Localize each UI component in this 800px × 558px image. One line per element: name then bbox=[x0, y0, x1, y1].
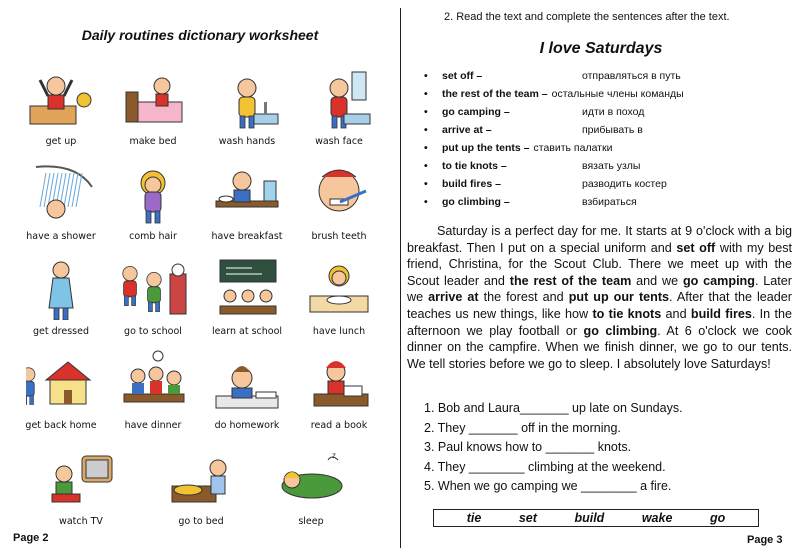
routine-card bbox=[18, 161, 104, 249]
vocab-translation: остальные члены команды bbox=[551, 88, 684, 100]
vocab-translation: разводить костер bbox=[582, 178, 667, 190]
worksheet-title: Daily routines dictionary worksheet bbox=[81, 27, 319, 43]
word-box-word: go bbox=[709, 511, 726, 525]
exercise-sentence: 5. When we go camping we ________ a fire. bbox=[424, 479, 672, 493]
routine-caption: watch TV bbox=[59, 516, 103, 527]
vocab-term: set off – bbox=[442, 70, 483, 82]
routine-card bbox=[110, 161, 196, 249]
exercise-sentence: 3. Paul knows how to _______ knots. bbox=[424, 440, 632, 454]
routine-caption: go to school bbox=[124, 326, 182, 337]
bullet-icon: • bbox=[424, 196, 428, 208]
story-key-phrase: arrive at bbox=[428, 290, 479, 305]
vocab-item bbox=[422, 106, 792, 124]
story-key-phrase: go camping bbox=[682, 273, 755, 288]
vocabulary-list bbox=[422, 70, 792, 214]
routine-card bbox=[204, 161, 290, 249]
routine-card bbox=[110, 66, 196, 154]
vocab-item bbox=[422, 70, 792, 88]
routine-card bbox=[296, 161, 382, 249]
reading-icon bbox=[304, 350, 374, 414]
routine-card bbox=[18, 256, 104, 344]
vocab-term: build fires – bbox=[442, 178, 501, 190]
story-segment: Saturday is a perfect day for me. It starts at 9 o'clock with a big breakfast. Then I put on a special uniform and bbox=[407, 224, 792, 255]
routine-caption: have breakfast bbox=[211, 231, 283, 242]
word-box-word: tie bbox=[466, 511, 482, 525]
vocab-term: arrive at – bbox=[442, 124, 492, 136]
story-segment: the forest and bbox=[478, 290, 569, 305]
dinner-table-icon bbox=[118, 350, 188, 414]
vocab-item bbox=[422, 178, 792, 196]
routine-caption: make bed bbox=[129, 136, 177, 147]
vocab-translation: идти в поход bbox=[582, 106, 645, 118]
bullet-icon: • bbox=[424, 124, 428, 136]
exercise-list bbox=[424, 401, 784, 499]
waking-stretch-icon bbox=[26, 66, 96, 130]
vocab-term: put up the tents – bbox=[442, 142, 530, 154]
routine-caption: wash hands bbox=[218, 136, 276, 147]
story-segment: . After that the leader teaches us new things, like how bbox=[407, 290, 792, 321]
story-title: I love Saturdays bbox=[539, 40, 663, 57]
routine-caption: learn at school bbox=[211, 326, 283, 337]
routine-caption: get dressed bbox=[33, 326, 89, 337]
bullet-icon: • bbox=[424, 106, 428, 118]
vocab-item bbox=[422, 88, 792, 106]
vocab-translation: вязать узлы bbox=[582, 160, 641, 172]
task-instruction: 2. Read the text and complete the sentences after the text. bbox=[444, 11, 730, 23]
breakfast-icon bbox=[212, 161, 282, 225]
going-to-bed-icon bbox=[166, 446, 236, 510]
classroom-icon bbox=[212, 256, 282, 320]
routine-card bbox=[296, 256, 382, 344]
vocab-term: go climbing – bbox=[442, 196, 510, 208]
routine-card bbox=[268, 446, 354, 534]
vocab-translation: отправляться в путь bbox=[582, 70, 681, 82]
routine-caption: have a shower bbox=[26, 231, 96, 242]
school-icon bbox=[118, 256, 188, 320]
svg-text:z: z bbox=[332, 451, 336, 460]
routine-card bbox=[110, 350, 196, 438]
routine-card bbox=[296, 350, 382, 438]
bullet-icon: • bbox=[424, 160, 428, 172]
routine-caption: have dinner bbox=[124, 420, 182, 431]
word-box-word: set bbox=[518, 511, 537, 525]
exercise-sentence: 4. They ________ climbing at the weekend. bbox=[424, 459, 666, 474]
vocab-translation: взбираться bbox=[582, 196, 637, 208]
vocab-item bbox=[422, 124, 792, 142]
vocab-translation: ставить палатки bbox=[533, 142, 613, 154]
house-icon bbox=[26, 350, 96, 414]
routine-caption: read a book bbox=[310, 420, 368, 431]
vocab-item bbox=[422, 160, 792, 178]
routine-card bbox=[296, 66, 382, 154]
story-key-phrase: set off bbox=[676, 240, 716, 255]
wash-face-icon bbox=[304, 66, 374, 130]
story-text bbox=[407, 223, 792, 372]
story-segment: and we bbox=[631, 273, 683, 288]
word-box bbox=[433, 509, 759, 527]
word-box-word: wake bbox=[641, 511, 673, 525]
lunch-icon bbox=[304, 256, 374, 320]
story-key-phrase: build fires bbox=[690, 306, 752, 321]
routine-caption: wash face bbox=[315, 136, 363, 147]
story-key-phrase: go climbing bbox=[583, 323, 658, 338]
story-key-phrase: put up our tents bbox=[568, 290, 670, 305]
story-segment: . At 6 o'clock we cook dinner on the campfire. When we finish dinner, we go to our tents. We tell stories before we go to sleep. I absolutely love Saturdays! bbox=[407, 323, 792, 371]
story-key-phrase: the rest of the team bbox=[509, 273, 632, 288]
routine-card bbox=[38, 446, 124, 534]
routine-card bbox=[18, 66, 104, 154]
dressing-icon bbox=[26, 256, 96, 320]
bullet-icon: • bbox=[424, 142, 428, 154]
sleeping-icon bbox=[276, 446, 346, 510]
routine-card bbox=[204, 256, 290, 344]
routine-caption: get up bbox=[45, 136, 77, 147]
routine-card bbox=[204, 66, 290, 154]
routine-caption: sleep bbox=[298, 516, 324, 527]
vocab-item bbox=[422, 196, 792, 214]
bullet-icon: • bbox=[424, 178, 428, 190]
routine-caption: comb hair bbox=[129, 231, 177, 242]
routine-caption: get back home bbox=[25, 420, 97, 431]
toothbrush-icon bbox=[304, 161, 374, 225]
story-segment: and bbox=[661, 306, 691, 321]
exercise-sentence: 2. They _______ off in the morning. bbox=[424, 420, 621, 435]
story-segment: . In the afternoon we play football or bbox=[407, 306, 792, 338]
routine-caption: have lunch bbox=[312, 326, 366, 337]
page-divider bbox=[400, 8, 401, 548]
bed-icon bbox=[118, 66, 188, 130]
shower-icon bbox=[26, 161, 96, 225]
tv-icon bbox=[46, 446, 116, 510]
story-segment: with my best friend, Christina, for the Scout Club. There we meet up with the Scout leader and bbox=[407, 240, 793, 288]
vocab-term: to tie knots – bbox=[442, 160, 507, 172]
story-segment: . Later we bbox=[407, 273, 792, 305]
vocab-term: the rest of the team – bbox=[442, 88, 548, 100]
sink-hands-icon bbox=[212, 66, 282, 130]
routine-card bbox=[110, 256, 196, 344]
page-number-right: Page 3 bbox=[747, 534, 783, 546]
word-box-word: build bbox=[574, 511, 605, 525]
worksheet-page-right bbox=[402, 0, 800, 558]
routine-card bbox=[204, 350, 290, 438]
routine-caption: brush teeth bbox=[311, 231, 367, 242]
routine-caption: do homework bbox=[214, 420, 280, 431]
bullet-icon: • bbox=[424, 70, 428, 82]
bullet-icon: • bbox=[424, 88, 428, 100]
story-key-phrase: to tie knots bbox=[592, 306, 662, 321]
vocab-translation: прибывать в bbox=[582, 124, 643, 136]
routine-card bbox=[158, 446, 244, 534]
routine-card bbox=[18, 350, 104, 438]
exercise-sentence: 1. Bob and Laura_______ up late on Sundays. bbox=[424, 401, 683, 415]
homework-icon bbox=[212, 350, 282, 414]
routine-caption: go to bed bbox=[178, 516, 224, 527]
page-number-left: Page 2 bbox=[13, 532, 49, 544]
vocab-term: go camping – bbox=[442, 106, 510, 118]
comb-icon bbox=[118, 161, 188, 225]
vocab-item bbox=[422, 142, 792, 160]
